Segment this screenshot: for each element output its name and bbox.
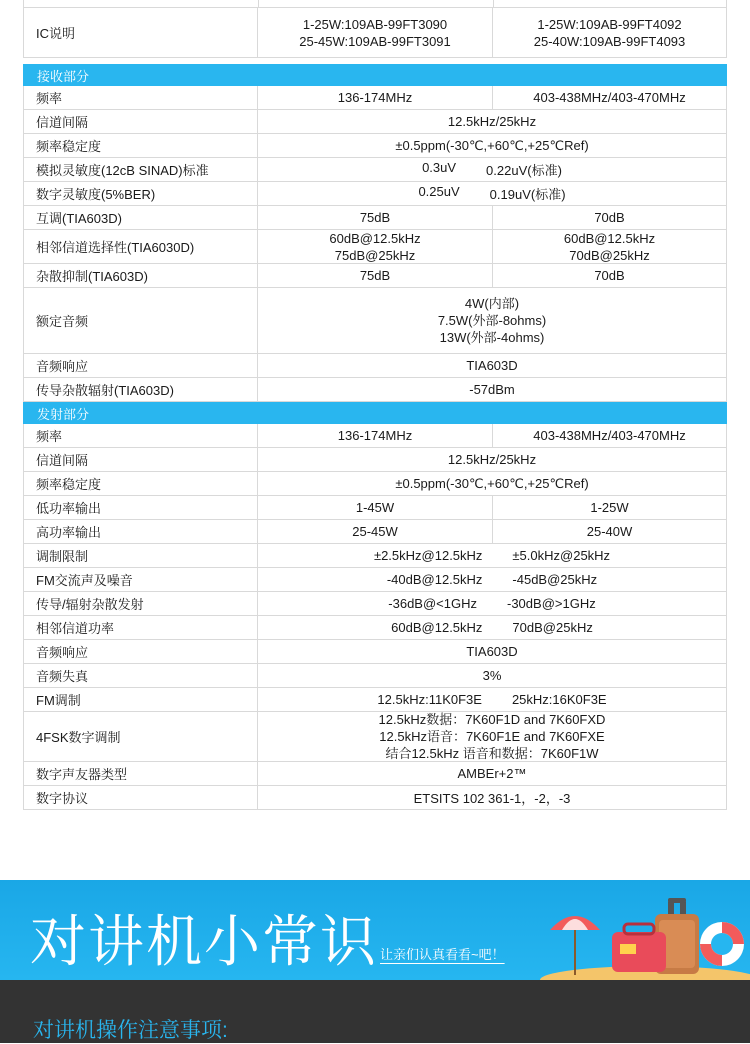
spec-value-col1: 75dB bbox=[258, 206, 493, 229]
spec-table bbox=[23, 0, 727, 810]
spec-value-pair bbox=[258, 158, 727, 181]
section-header-receive: 接收部分 bbox=[23, 64, 727, 86]
spec-row bbox=[23, 354, 727, 378]
spec-value-col1: 136-174MHz bbox=[258, 86, 493, 109]
cell-line: 0.25uV bbox=[418, 184, 460, 199]
footer-section bbox=[0, 980, 750, 1043]
spec-row bbox=[23, 762, 727, 786]
spec-value-col2: 403-438MHz/403-470MHz bbox=[493, 424, 727, 447]
spec-value bbox=[258, 288, 727, 353]
spec-value: 12.5kHz/25kHz bbox=[258, 110, 727, 133]
travel-illustration bbox=[540, 880, 750, 980]
banner-subtitle: 让亲们认真看看~吧！ bbox=[380, 947, 505, 962]
spec-value-vhf bbox=[493, 230, 727, 263]
spec-row bbox=[23, 206, 727, 230]
row-label: FM调制 bbox=[23, 688, 258, 711]
spec-row bbox=[23, 448, 727, 472]
cell-line: 60dB@12.5kHz bbox=[391, 620, 483, 635]
table-top-edge bbox=[23, 0, 727, 8]
row-label: 相邻信道功率 bbox=[23, 616, 258, 639]
cell-line: -40dB@12.5kHz bbox=[386, 572, 483, 587]
spec-row bbox=[23, 472, 727, 496]
spec-value-uhf bbox=[258, 230, 493, 263]
spec-row bbox=[23, 134, 727, 158]
receive-rows bbox=[23, 86, 727, 402]
spec-row bbox=[23, 230, 727, 264]
row-label: 频率 bbox=[23, 86, 258, 109]
spec-value: 3% bbox=[258, 664, 727, 687]
spec-value: ETSITS 102 361-1，-2，-3 bbox=[258, 786, 727, 809]
spec-row bbox=[23, 110, 727, 134]
spec-value: ±0.5ppm(-30℃,+60℃,+25℃Ref) bbox=[258, 134, 727, 157]
cell-line: 60dB@12.5kHz bbox=[329, 230, 421, 246]
row-label: 模拟灵敏度(12cB SINAD)标准 bbox=[23, 158, 258, 181]
spec-value-col1: 136-174MHz bbox=[258, 424, 493, 447]
spec-value-pair bbox=[258, 616, 727, 639]
spec-value: TIA603D bbox=[258, 640, 727, 663]
ic-col2 bbox=[493, 8, 727, 57]
tips-banner bbox=[0, 880, 750, 980]
row-label: 传导/辐射杂散发射 bbox=[23, 592, 258, 615]
spec-row bbox=[23, 86, 727, 110]
spec-value-pair bbox=[258, 544, 727, 567]
cell-line: 0.3uV bbox=[422, 160, 457, 175]
row-label: 杂散抑制(TIA603D) bbox=[23, 264, 258, 287]
spec-row bbox=[23, 264, 727, 288]
cell-line: 12.5kHz:11K0F3E bbox=[377, 692, 482, 707]
spec-value-col2: 25-40W bbox=[493, 520, 727, 543]
spec-row bbox=[23, 158, 727, 182]
spec-value: ±0.5ppm(-30℃,+60℃,+25℃Ref) bbox=[258, 472, 727, 495]
spec-row bbox=[23, 288, 727, 354]
spec-row bbox=[23, 664, 727, 688]
cell-line: -45dB@25kHz bbox=[512, 572, 598, 587]
spec-row bbox=[23, 544, 727, 568]
spec-value: AMBEr+2™ bbox=[258, 762, 727, 785]
row-label: 音频响应 bbox=[23, 354, 258, 377]
spec-row bbox=[23, 568, 727, 592]
spec-value-pair bbox=[258, 182, 727, 205]
spec-value: 12.5kHz/25kHz bbox=[258, 448, 727, 471]
row-label: 信道间隔 bbox=[23, 448, 258, 471]
cell-line: 70dB@25kHz bbox=[569, 247, 650, 263]
row-label: 互调(TIA603D) bbox=[23, 206, 258, 229]
lifebuoy-icon bbox=[700, 922, 744, 966]
spec-row bbox=[23, 496, 727, 520]
spec-value bbox=[258, 712, 727, 761]
cell-line: 12.5kHz语音：7K60F1E and 7K60FXE bbox=[379, 729, 605, 744]
cell-line: 4W(内部) bbox=[464, 296, 520, 311]
cell-line: 25kHz:16K0F3E bbox=[511, 692, 607, 707]
ic-col1 bbox=[258, 8, 493, 57]
umbrella-icon bbox=[550, 916, 600, 975]
row-label: 4FSK数字调制 bbox=[23, 712, 258, 761]
cell-line: 0.19uV(标准) bbox=[489, 187, 566, 202]
ic-col2-line: 25-40W:109AB-99FT4093 bbox=[533, 33, 686, 49]
ic-row bbox=[23, 8, 727, 58]
row-label: 高功率输出 bbox=[23, 520, 258, 543]
cell-line: 13W(外部-4ohms) bbox=[439, 330, 545, 345]
spec-value-col1: 75dB bbox=[258, 264, 493, 287]
spec-row bbox=[23, 182, 727, 206]
spec-value-pair bbox=[258, 568, 727, 591]
cell-line: 75dB@25kHz bbox=[334, 247, 416, 263]
row-label: 频率稳定度 bbox=[23, 472, 258, 495]
banner-title: 对讲机小常识 bbox=[30, 910, 378, 975]
spec-value-col2: 1-25W bbox=[493, 496, 727, 519]
spec-row bbox=[23, 378, 727, 402]
spec-value-col1: 1-45W bbox=[258, 496, 493, 519]
row-label: 频率 bbox=[23, 424, 258, 447]
ic-col1-line: 25-45W:109AB-99FT3091 bbox=[299, 33, 451, 49]
section-header-transmit: 发射部分 bbox=[23, 402, 727, 424]
row-label: 额定音频 bbox=[23, 288, 258, 353]
row-label: 数字声友器类型 bbox=[23, 762, 258, 785]
cell-line: 12.5kHz数据：7K60F1D and 7K60FXD bbox=[378, 712, 606, 727]
cell-line: 结合12.5kHz 语音和数据：7K60F1W bbox=[385, 746, 599, 761]
spec-row bbox=[23, 424, 727, 448]
row-label: 传导杂散辐射(TIA603D) bbox=[23, 378, 258, 401]
cell-line: -30dB@>1GHz bbox=[507, 596, 596, 611]
cell-line: 7.5W(外部-8ohms) bbox=[437, 313, 547, 328]
spec-value: -57dBm bbox=[258, 378, 727, 401]
footer-title: 对讲机操作注意事项: bbox=[33, 1019, 228, 1042]
spec-value-col1: 25-45W bbox=[258, 520, 493, 543]
cell-line: 70dB@25kHz bbox=[512, 620, 593, 635]
row-label: 信道间隔 bbox=[23, 110, 258, 133]
row-label: 频率稳定度 bbox=[23, 134, 258, 157]
spec-row bbox=[23, 786, 727, 810]
spec-value-pair bbox=[258, 688, 727, 711]
spec-value-pair bbox=[258, 592, 727, 615]
row-label: 音频响应 bbox=[23, 640, 258, 663]
row-label: 低功率输出 bbox=[23, 496, 258, 519]
transmit-rows bbox=[23, 424, 727, 810]
cell-line: ±5.0kHz@25kHz bbox=[512, 548, 611, 563]
row-label: 相邻信道选择性(TIA6030D) bbox=[23, 230, 258, 263]
ic-col2-line: 1-25W:109AB-99FT4092 bbox=[537, 16, 682, 32]
spec-row bbox=[23, 640, 727, 664]
ic-col1-line: 1-25W:109AB-99FT3090 bbox=[302, 16, 448, 32]
row-label: 数字灵敏度(5%BER) bbox=[23, 182, 258, 205]
spec-row bbox=[23, 712, 727, 762]
cell-line: ±2.5kHz@12.5kHz bbox=[373, 548, 483, 563]
row-label: 数字协议 bbox=[23, 786, 258, 809]
spec-row bbox=[23, 520, 727, 544]
spec-value: TIA603D bbox=[258, 354, 727, 377]
spec-value-col2: 403-438MHz/403-470MHz bbox=[493, 86, 727, 109]
cell-line: 0.22uV(标准) bbox=[486, 163, 562, 178]
spec-row bbox=[23, 688, 727, 712]
row-label: 音频失真 bbox=[23, 664, 258, 687]
row-label: 调制限制 bbox=[23, 544, 258, 567]
spec-value-col2: 70dB bbox=[493, 264, 727, 287]
spec-row bbox=[23, 592, 727, 616]
cell-line: -36dB@<1GHz bbox=[388, 596, 477, 611]
row-label: IC说明 bbox=[23, 8, 258, 57]
spec-row bbox=[23, 616, 727, 640]
spec-value-col2: 70dB bbox=[493, 206, 727, 229]
cell-line: 60dB@12.5kHz bbox=[563, 230, 656, 246]
row-label: FM交流声及噪音 bbox=[23, 568, 258, 591]
